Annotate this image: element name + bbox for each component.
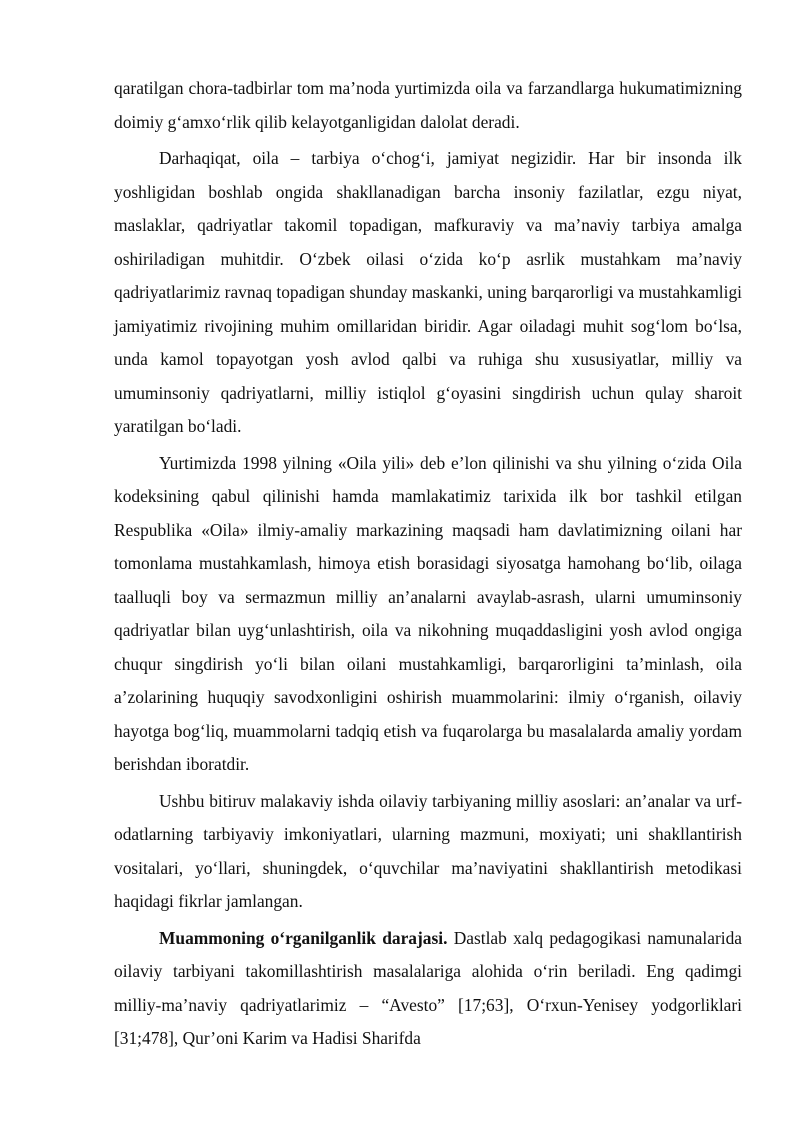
paragraph-thesis-summary: Ushbu bitiruv malakaviy ishda oilaviy tarbiyaning milliy asoslari: an’analar va urf-odatlarning tarbiyaviy imkoniyatlari, ularning mazmuni, moxiyati; uni shakllantirish vositalari, yo‘llari, shuningdek, o‘quvchilar ma’naviyatini shakllantirish metodikasi haqidagi fikrlar jamlangan. (114, 790, 742, 911)
section-heading: Muammoning o‘rganilganlik darajasi. (159, 927, 448, 948)
paragraph-family-year: Yurtimizda 1998 yilning «Oila yili» deb e’lon qilinishi va shu yilning o‘zida Oila kodeksining qabul qilinishi hamda mamlakatimiz tarixida ilk bor tashkil etilgan Respublika «Oila» ilmiy-amaliy markazining maqsadi ham davlatimizning oilani har tomonlama mustahkamlash, himoya etish borasidagi siyosatga hamohang bo‘lib, oilaga taalluqli boy va sermazmun milliy an’analarni avaylab-asrash, ularni umuminsoniy qadriyatlar bilan uyg‘unlashtirish, oila va nikohning muqaddasligini yosh avlod ongiga chuqur singdirish yo‘li bilan oilani mustahkamligi, barqarorligini ta’minlash, oila a’zolarining huquqiy savodxonligini oshirish muammolarini: ilmiy o‘rganish, oilaviy hayotga bog‘liq, muammolarni tadqiq etish va fuqarolarga bu masalalarda amaliy yordam berishdan iboratdir. (114, 452, 742, 774)
paragraph-body: Dastlab xalq pedagogikasi namunalarida oilaviy tarbiyani takomillashtirish masalalariga alohida o‘rin beriladi. Eng qadimgi milliy-ma’naviy qadriyatlarimiz – “Avesto” [17;63], O‘rxun-Yenisey yodgorliklari [31;478], Qur’oni Karim va Hadisi Sharifda (114, 927, 742, 1048)
paragraph-family-upbringing: Darhaqiqat, oila – tarbiya o‘chog‘i, jamiyat negizidir. Har bir insonda ilk yoshligidan boshlab ongida shakllanadigan barcha insoniy fazilatlar, ezgu niyat, maslaklar, qadriyatlar takomil topadigan, mafkuraviy va ma’naviy tarbiya amalga oshiriladigan muhitdir. O‘zbek oilasi o‘zida ko‘p asrlik mustahkam ma’naviy qadriyatlarimiz ravnaq topadigan shunday maskanki, uning barqarorligi va mustahkamligi jamiyatimiz rivojining muhim omillaridan biridir. Agar oiladagi muhit sog‘lom bo‘lsa, unda kamol topayotgan yosh avlod qalbi va ruhiga shu xususiyatlar, milliy va umuminsoniy qadriyatlarni, milliy istiqlol g‘oyasini singdirish uchun qulay sharoit yaratilgan bo‘ladi. (114, 148, 742, 436)
paragraph-research-level (114, 922, 742, 1056)
document-page (114, 72, 742, 1056)
paragraph-continuation: qaratilgan chora-tadbirlar tom ma’noda yurtimizda oila va farzandlarga hukumatimizning doimiy g‘amxo‘rlik qilib kelayotganligidan dalolat deradi. (114, 78, 742, 132)
